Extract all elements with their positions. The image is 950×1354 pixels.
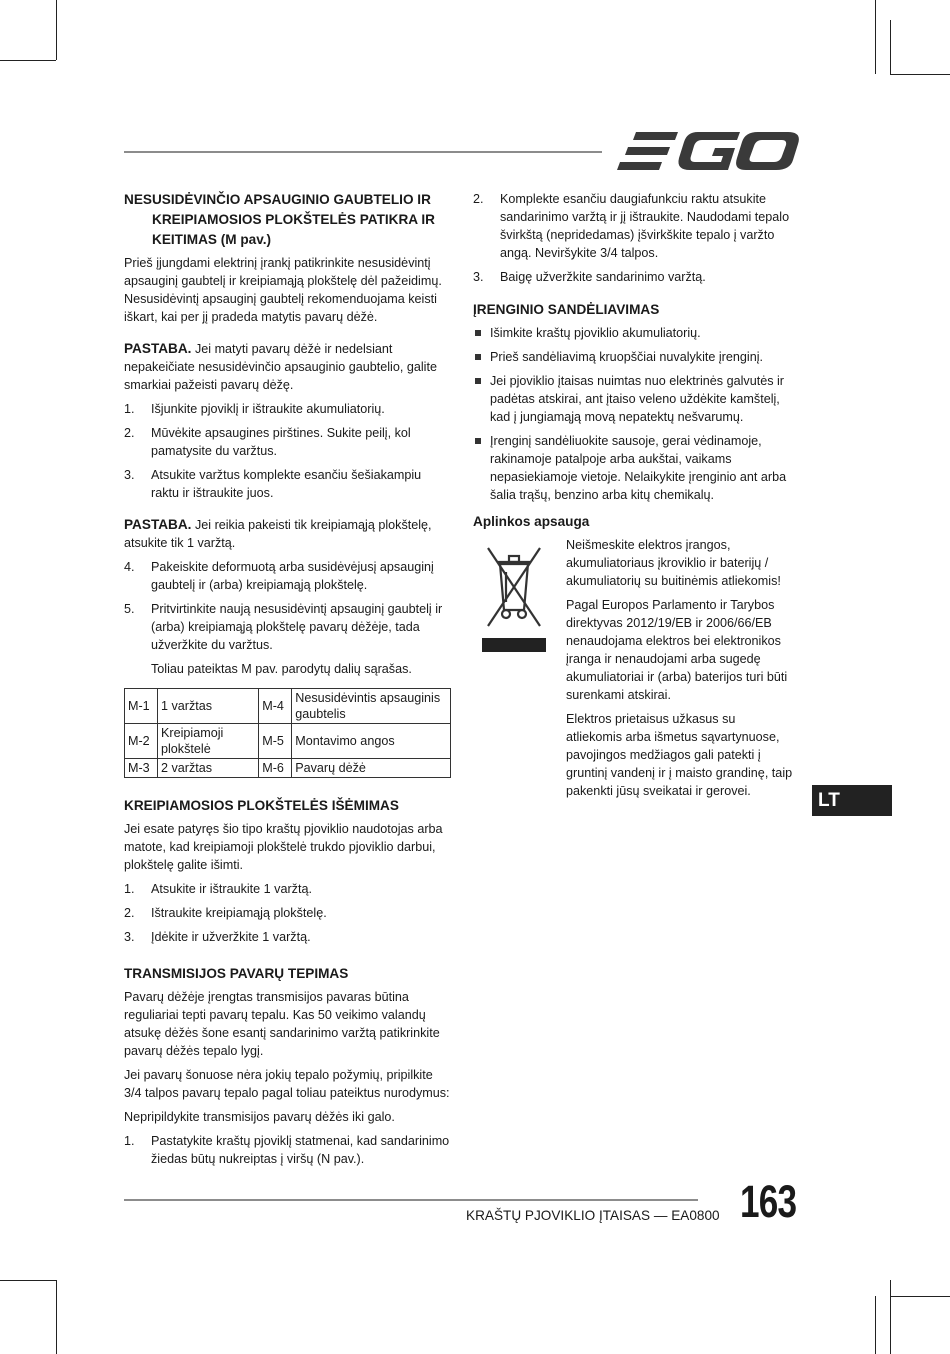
- list-item: [124, 880, 452, 898]
- list-item: [124, 424, 452, 460]
- step-text: Pastatykite kraštų pjoviklį statmenai, kad sandarinimo žiedas būtų nukreiptas į viršų (N pav.).: [151, 1134, 450, 1166]
- crop-mark: [890, 20, 891, 74]
- section-heading: ĮRENGINIO SANDĖLIAVIMAS: [473, 302, 660, 317]
- step-text: Išjunkite pjoviklį ir ištraukite akumuliatorių.: [151, 402, 385, 416]
- step-number: 3.: [124, 468, 135, 482]
- step-text: Atsukite varžtus komplekte esančiu šešiakampiu raktu ir ištraukite juos.: [151, 468, 422, 500]
- table-cell: 1 varžtas: [158, 689, 259, 724]
- list-item: [124, 558, 452, 594]
- table-cell: Nesusidėvintis apsauginis gaubtelis: [292, 689, 451, 724]
- table-cell: M-5: [259, 724, 292, 759]
- list-item: [124, 904, 452, 922]
- step-text: Ištraukite kreipiamąją plokštelę.: [151, 906, 327, 920]
- list-item: [124, 400, 452, 418]
- table-cell: M-4: [259, 689, 292, 724]
- table-row: [125, 724, 451, 759]
- crop-mark: [890, 74, 950, 75]
- footer-title: KRAŠTŲ PJOVIKLIO ĮTAISAS — EA0800: [466, 1208, 720, 1223]
- crop-mark: [0, 60, 56, 61]
- list-item: [124, 1132, 452, 1168]
- list-item: [124, 600, 452, 654]
- step-text: Atsukite ir ištraukite 1 varžtą.: [151, 882, 312, 896]
- crop-mark: [875, 0, 876, 74]
- paragraph: Pavarų dėžėje įrengtas transmisijos pavaras būtina reguliariai tepti pavarų tepalu. Kas 50 veikimo valandų atsukę dėžės šone esantį sandarinimo varžtą patikrinkite pavarų dėžės tepalo lygį.: [124, 990, 440, 1058]
- note: [124, 516, 452, 552]
- table-cell: M-3: [125, 759, 158, 778]
- list-item: Įrenginį sandėliuokite sausoje, gerai vėdinamoje, rakinamoje patalpoje arba aukštai, vaikams nepasiekiamoje vietoje. Nelaikykite įrenginio ant arba šalia trąšų, benzino arba kitų chemikalų.: [473, 432, 793, 504]
- table-cell: M-6: [259, 759, 292, 778]
- weee-crossed-bin-icon: [482, 540, 546, 652]
- step-list: [124, 1132, 452, 1168]
- note-label: PASTABA.: [124, 341, 192, 356]
- page-number: 163: [740, 1176, 797, 1227]
- step-text: Pritvirtinkite naują nesusidėvintį apsauginį gaubtelį ir (arba) kreipiamąją plokštelę pavarų dėžėje, tada užveržkite du varžtus.: [151, 602, 443, 652]
- paragraph: Prieš įjungdami elektrinį įrankį patikrinkite nesusidėvintį apsauginį gaubtelį ir kreipiamąją plokštelę dėl pažeidimų. Nesusidėvintį apsauginį gaubtelį rekomenduojama keisti iškart, kai per jį pradeda matytis pavarų dėžė.: [124, 256, 442, 324]
- paragraph: Jei esate patyręs šio tipo kraštų pjoviklio naudotojas arba matote, kad kreipiamoji plokštelė trukdo pjoviklio darbui, plokštelę galite išimti.: [124, 822, 443, 872]
- note-text: Jei reikia pakeisti tik kreipiamąją plokštelę, atsukite tik 1 varžtą.: [124, 518, 432, 550]
- paragraph: Pagal Europos Parlamento ir Tarybos direktyvas 2012/19/EB ir 2006/66/EB nenaudojama elektros bei elektronikos įranga ir nenaudojami arba sugedę akumuliatoriai ir (arba) baterijos turi būti surenkami atskirai.: [566, 598, 788, 702]
- note: [124, 340, 452, 394]
- paragraph: Nepripildykite transmisijos pavarų dėžės iki galo.: [124, 1110, 395, 1124]
- environment-block: [473, 536, 793, 800]
- right-column: [473, 190, 793, 806]
- step-list: [124, 558, 452, 654]
- parts-table: [124, 688, 451, 778]
- crop-mark: [875, 1296, 876, 1354]
- step-list: [124, 400, 452, 502]
- step-number: 1.: [124, 402, 135, 416]
- table-row: [125, 759, 451, 778]
- step-number: 5.: [124, 602, 135, 616]
- table-cell: M-1: [125, 689, 158, 724]
- list-item: Išimkite kraštų pjoviklio akumuliatorių.: [473, 324, 793, 342]
- table-row: [125, 689, 451, 724]
- crop-mark: [56, 1280, 57, 1354]
- step-text: Baigę užveržkite sandarinimo varžtą.: [500, 270, 706, 284]
- step-text: Mūvėkite apsaugines pirštines. Sukite peilį, kol pamatysite du varžtus.: [151, 426, 411, 458]
- table-cell: Montavimo angos: [292, 724, 451, 759]
- note-text: Jei matyti pavarų dėžė ir nedelsiant nepakeičiate nesusidėvinčio apsauginio gaubtelio, galite smarkiai pažeisti pavarų dėžę.: [124, 342, 437, 392]
- table-cell: Pavarų dėžė: [292, 759, 451, 778]
- step-list: [124, 880, 452, 946]
- section-heading: NESUSIDĖVINČIO APSAUGINIO GAUBTELIO IR KREIPIAMOSIOS PLOKŠTELĖS PATIKRA IR KEITIMAS (M pav.): [124, 192, 435, 247]
- left-column: [124, 190, 452, 1174]
- environment-text: [566, 536, 793, 800]
- list-item: [473, 190, 793, 262]
- step-text: Komplekte esančiu daugiafunkciu raktu atsukite sandarinimo varžtą ir jį ištraukite. Naudodami tepalo švirkštą (nepridedamas) įšvirkškite tepalo į varžto angą. Neviršykite 3/4 talpos.: [500, 192, 790, 260]
- bullet-list: [473, 324, 793, 504]
- paragraph: Neišmeskite elektros įrangos, akumuliatoriaus įkroviklio ir baterijų / akumuliatorių su buitinėmis atliekomis!: [566, 538, 781, 588]
- section-heading: TRANSMISIJOS PAVARŲ TEPIMAS: [124, 966, 349, 981]
- list-item: [124, 466, 452, 502]
- step-number: 2.: [124, 426, 135, 440]
- step-number: 3.: [473, 270, 484, 284]
- step-number: 4.: [124, 560, 135, 574]
- paragraph: Jei pavarų šonuose nėra jokių tepalo požymių, pripilkite 3/4 talpos pavarų tepalo pagal toliau pateiktus nurodymus:: [124, 1068, 450, 1100]
- list-item: [473, 268, 793, 286]
- crop-mark: [890, 1280, 891, 1354]
- step-text: Įdėkite ir užveržkite 1 varžtą.: [151, 930, 311, 944]
- paragraph: Elektros prietaisus užkasus su atliekomis arba išmetus sąvartynuose, pavojingos medžiagos gali patekti į gruntinį vandenį ir į maisto grandinę, taip pakenkti jūsų sveikatai ir gerovei.: [566, 712, 793, 798]
- step-number: 3.: [124, 930, 135, 944]
- ego-logo: [616, 128, 802, 174]
- footer-rule: [124, 1199, 698, 1201]
- step-number: 1.: [124, 1134, 135, 1148]
- list-item: Jei pjoviklio įtaisas nuimtas nuo elektrinės galvutės ir padėtas atskirai, ant įtaiso veleno uždėkite kamštelį, kad į jungiamąją movą nepatektų nešvarumų.: [473, 372, 793, 426]
- step-number: 1.: [124, 882, 135, 896]
- step-text: Pakeiskite deformuotą arba susidėvėjusį apsauginį gaubtelį ir (arba) kreipiamąją plokštelę.: [151, 560, 434, 592]
- header-rule: [124, 151, 602, 153]
- table-cell: M-2: [125, 724, 158, 759]
- note-label: PASTABA.: [124, 517, 192, 532]
- table-cell: Kreipiamoji plokštelė: [158, 724, 259, 759]
- crop-mark: [890, 1296, 950, 1297]
- step-list: [473, 190, 793, 286]
- list-item: [124, 928, 452, 946]
- section-heading: Aplinkos apsauga: [473, 514, 590, 529]
- table-intro: Toliau pateiktas M pav. parodytų dalių sąrašas.: [151, 662, 412, 676]
- language-tab: LT: [812, 785, 892, 816]
- table-cell: 2 varžtas: [158, 759, 259, 778]
- crop-mark: [56, 0, 57, 60]
- step-number: 2.: [473, 192, 484, 206]
- step-number: 2.: [124, 906, 135, 920]
- list-item: Prieš sandėliavimą kruopščiai nuvalykite įrenginį.: [473, 348, 793, 366]
- crop-mark: [0, 1280, 56, 1281]
- section-heading: KREIPIAMOSIOS PLOKŠTELĖS IŠĖMIMAS: [124, 798, 399, 813]
